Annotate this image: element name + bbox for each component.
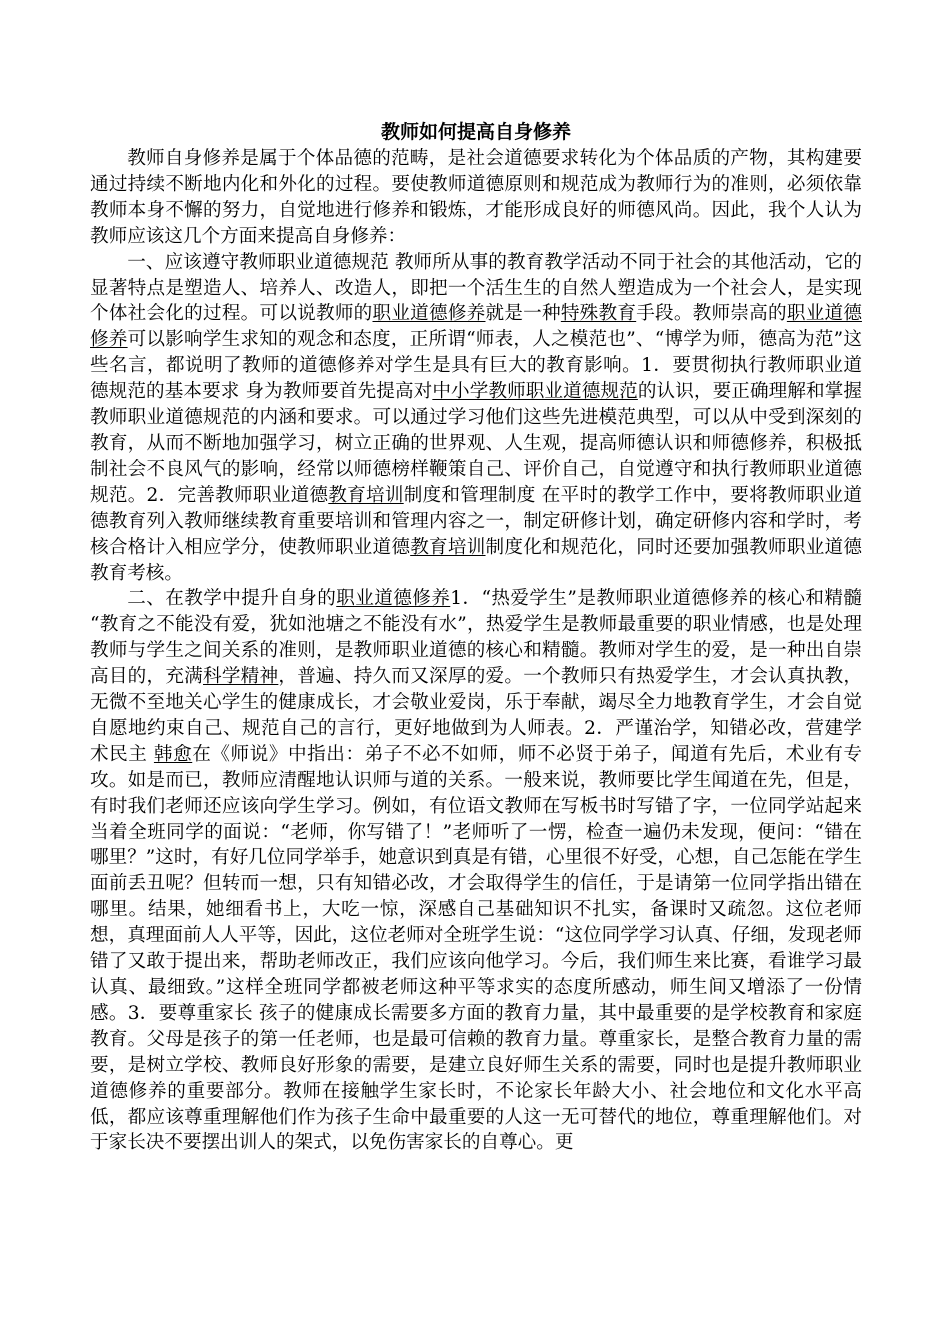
text-run: 就是一种 (485, 303, 561, 325)
text-run: ，普遍、持久而又深厚的爱。一个教师只有热爱学生，才会认真执教，无微不至地关心学生的健康成长，才会敬业爱岗，乐于奉献，竭尽全力地教育学生，才会自觉自愿地约束自己、规范自己的言行，更好地做到为人师表。2．严谨治学，知错必改，营建学术民主 (90, 666, 862, 765)
hyperlink[interactable]: 职业道德修养 (90, 303, 862, 351)
hyperlink[interactable]: 职业道德修养 (336, 588, 451, 610)
text-run: 制度和管理制度 在平时的教学工作中，要将教师职业道德教育列入教师继续教育重要培训和管理内容之一，制定研修计划，确定研修内容和学时，考核合格计入相应学分，使教师职业道德 (90, 484, 862, 558)
hyperlink[interactable]: 特殊教育 (560, 303, 637, 325)
text-run: 的认识，要正确理解和掌握教师职业道德规范的内涵和要求。可以通过学习他们这些先进模范典型，可以从中受到深刻的教育，从而不断地加强学习，树立正确的世界观、人生观，提高师德认识和师德修养，积极抵制社会不良风气的影响，经常以师德榜样鞭策自己、评价自己，自觉遵守和执行教师职业道德规范。2．完善教师职业道德 (90, 381, 862, 506)
hyperlink[interactable]: 中小学教师职业道德规范 (432, 381, 638, 403)
text-run: 手段。教师崇高的 (636, 303, 787, 325)
text-run: 在《师说》中指出：弟子不必不如师，师不必贤于弟子，闻道有先后，术业有专攻。如是而已，教师应清醒地认识师与道的关系。一般来说，教师要比学生闻道在先，但是，有时我们老师还应该向学生学习。例如，有位语文教师在写板书时写错了字，一位同学站起来当着全班同学的面说：“老师，你写错了！”老师听了一愣，检查一遍仍未发现，便问：“错在哪里？”这时，有好几位同学举手，她意识到真是有错，心里很不好受，心想，自己怎能在学生面前丢丑呢？但转而一想，只有知错必改，才会取得学生的信任，于是请第一位同学指出错在哪里。结果，她细看书上，大吃一惊，深感自己基础知识不扎实，备课时又疏忽。这位老师想，真理面前人人平等，因此，这位老师对全班学生说：“这位同学学习认真、仔细，发现老师错了又敢于提出来，帮助老师改正，我们应该向他学习。今后，我们师生来比赛，看谁学习最认真、最细致。”这样全班同学都被老师这种平等求实的态度所感动，师生间又增添了一份情感。3．要尊重家长 孩子的健康成长需要多方面的教育力量，其中最重要的是学校教育和家庭教育。父母是孩子的第一任老师，也是最可信赖的教育力量。尊重家长，是整合教育力量的需要，是树立学校、教师良好形象的需要，是建立良好师生关系的需要，同时也是提升教师职业道德修养的重要部分。教师在接触学生家长时，不论家长年龄大小、社会地位和文化水平高低，都应该尊重理解他们作为孩子生命中最重要的人这一无可替代的地位，尊重理解他们。对于家长决不要摆出训人的架式，以免伤害家长的自尊心。更 (90, 743, 862, 1154)
document-body (90, 146, 862, 1156)
document-title: 教师如何提高自身修养 (380, 121, 571, 143)
hyperlink[interactable]: 职业道德修养 (372, 303, 486, 325)
text-run: 制度化和规范化，同时还要加强教师职业道德教育考核。 (90, 536, 862, 584)
hyperlink[interactable]: 教育培训 (410, 536, 486, 558)
paragraph (90, 250, 862, 587)
hyperlink[interactable]: 韩愈 (153, 743, 193, 765)
hyperlink[interactable]: 科学精神 (203, 666, 279, 688)
hyperlink[interactable]: 教育培训 (328, 484, 404, 506)
paragraph (90, 586, 862, 1156)
document-page (90, 118, 862, 1156)
text-run: 教师自身修养是属于个体品德的范畴，是社会道德要求转化为个体品质的产物，其构建要通过持续不断地内化和外化的过程。要使教师道德原则和规范成为教师行为的准则，必须依靠教师本身不懈的努力，自觉地进行修养和锻炼，才能形成良好的师德风尚。因此，我个人认为教师应该这几个方面来提高自身修养： (90, 148, 862, 247)
text-run: 一、应该遵守教师职业道德规范 教师所从事的教育教学活动不同于社会的其他活动，它的显著特点是塑造人、培养人、改造人，即把一个活生生的自然人塑造成为一个社会人，是实现个体社会化的过程。可以说教师的 (90, 251, 862, 325)
paragraph (90, 146, 862, 250)
text-run: 可以影响学生求知的观念和态度，正所谓“师表，人之模范也”、“博学为师，德高为范”这些名言，都说明了教师的道德修养对学生是具有巨大的教育影响。1．要贯彻执行教师职业道德规范的基本要求 身为教师要首先提高对 (90, 329, 862, 403)
text-run: 1．“热爱学生”是教师职业道德修养的核心和精髓 “教育之不能没有爱，犹如池塘之不能没有水”，热爱学生是教师最重要的职业情感，也是处理教师与学生之间关系的准则，是教师职业道德的核心和精髓。教师对学生的爱，是一种出自崇高目的，充满 (90, 588, 862, 688)
text-run: 二、在教学中提升自身的 (127, 588, 337, 610)
